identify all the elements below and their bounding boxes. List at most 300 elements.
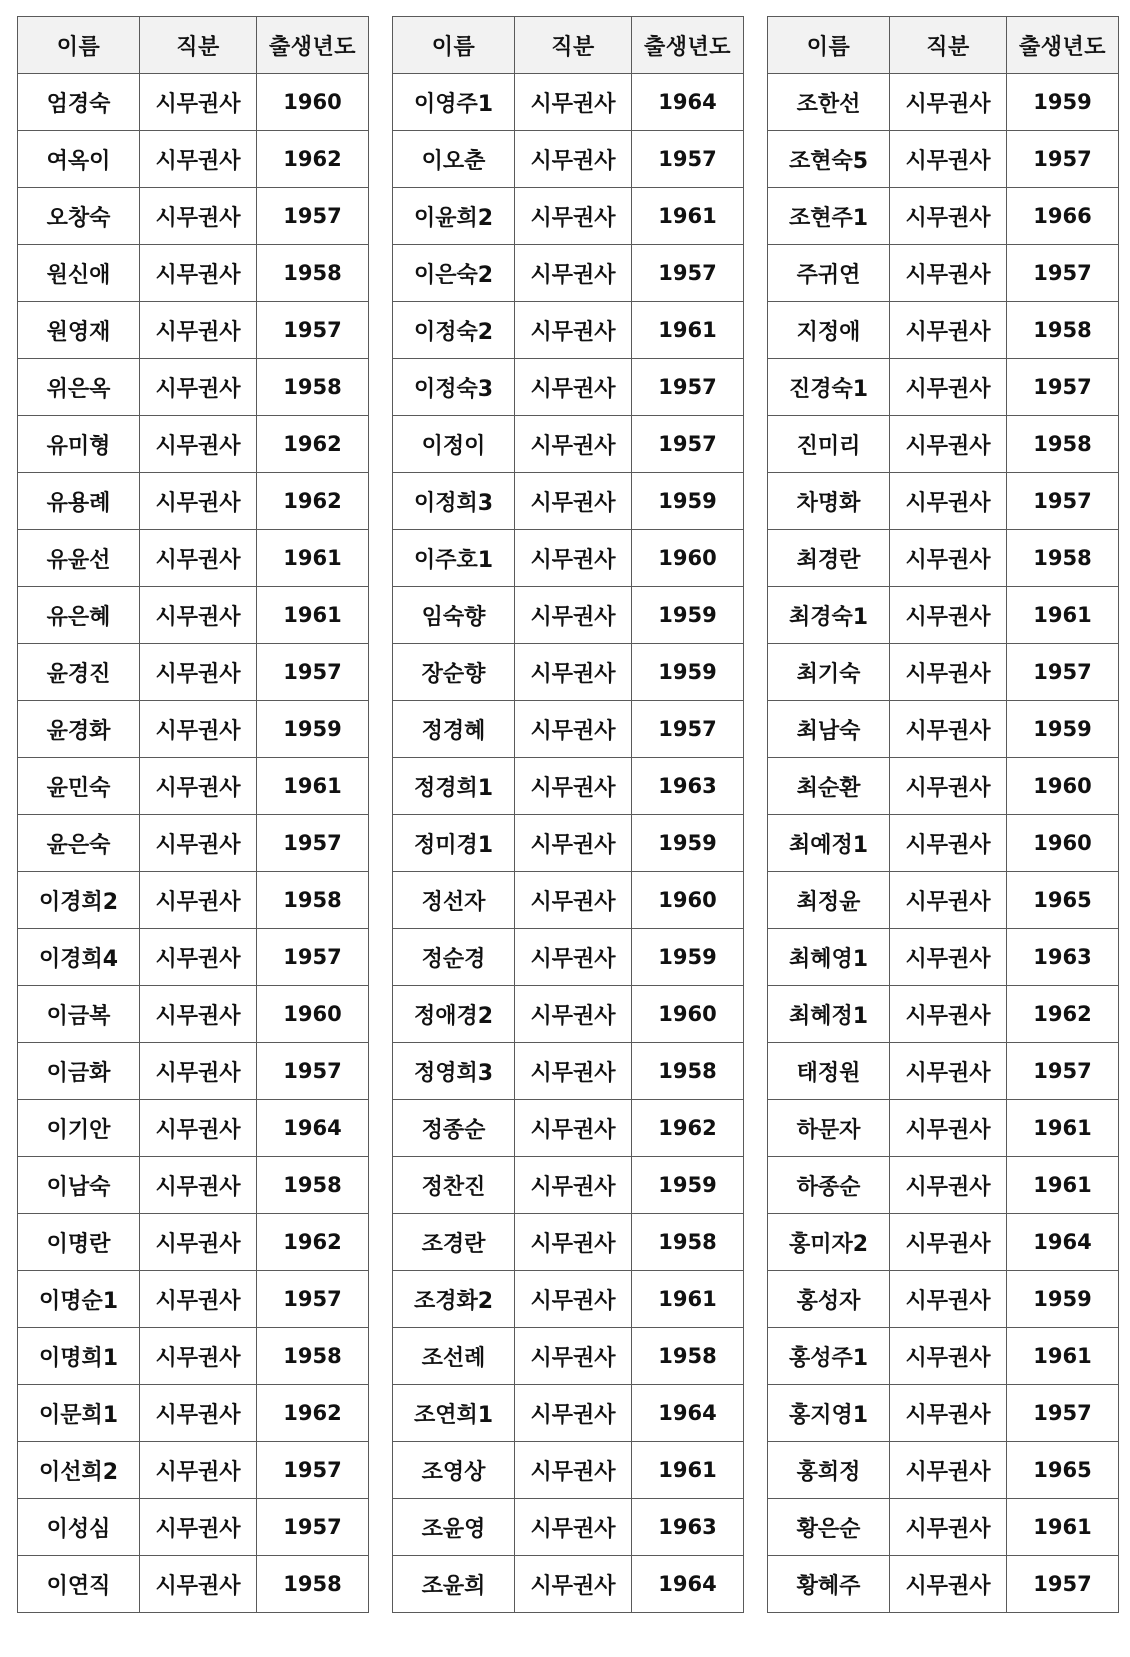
cell-birth-year: 1957 bbox=[257, 815, 369, 872]
cell-position: 시무권사 bbox=[515, 1556, 632, 1613]
cell-name: 여옥이 bbox=[18, 131, 140, 188]
cell-birth-year: 1961 bbox=[632, 1271, 744, 1328]
cell-birth-year: 1957 bbox=[257, 188, 369, 245]
cell-position: 시무권사 bbox=[515, 1157, 632, 1214]
cell-name: 윤은숙 bbox=[18, 815, 140, 872]
cell-position: 시무권사 bbox=[140, 758, 257, 815]
cell-position: 시무권사 bbox=[515, 1271, 632, 1328]
cell-position: 시무권사 bbox=[890, 1385, 1007, 1442]
header-name: 이름 bbox=[393, 17, 515, 74]
table-row bbox=[18, 1442, 369, 1499]
table-row bbox=[18, 131, 369, 188]
cell-name: 정영희3 bbox=[393, 1043, 515, 1100]
roster-body bbox=[768, 74, 1119, 1613]
cell-birth-year: 1958 bbox=[632, 1043, 744, 1100]
cell-birth-year: 1966 bbox=[1007, 188, 1119, 245]
cell-birth-year: 1959 bbox=[1007, 701, 1119, 758]
cell-birth-year: 1964 bbox=[632, 1385, 744, 1442]
cell-birth-year: 1959 bbox=[632, 1157, 744, 1214]
cell-birth-year: 1961 bbox=[1007, 1100, 1119, 1157]
cell-birth-year: 1957 bbox=[1007, 473, 1119, 530]
cell-birth-year: 1958 bbox=[257, 245, 369, 302]
cell-position: 시무권사 bbox=[140, 1556, 257, 1613]
table-row bbox=[18, 245, 369, 302]
cell-position: 시무권사 bbox=[515, 1499, 632, 1556]
cell-name: 진경숙1 bbox=[768, 359, 890, 416]
table-row bbox=[393, 359, 744, 416]
header-position: 직분 bbox=[890, 17, 1007, 74]
cell-birth-year: 1958 bbox=[257, 872, 369, 929]
cell-name: 황은순 bbox=[768, 1499, 890, 1556]
cell-name: 조영상 bbox=[393, 1442, 515, 1499]
cell-name: 유용례 bbox=[18, 473, 140, 530]
cell-birth-year: 1957 bbox=[1007, 359, 1119, 416]
cell-position: 시무권사 bbox=[890, 188, 1007, 245]
cell-birth-year: 1957 bbox=[257, 1499, 369, 1556]
cell-name: 이문희1 bbox=[18, 1385, 140, 1442]
cell-birth-year: 1965 bbox=[1007, 872, 1119, 929]
cell-birth-year: 1959 bbox=[1007, 1271, 1119, 1328]
cell-name: 조경란 bbox=[393, 1214, 515, 1271]
table-row bbox=[393, 473, 744, 530]
cell-position: 시무권사 bbox=[140, 1271, 257, 1328]
cell-name: 조연희1 bbox=[393, 1385, 515, 1442]
cell-position: 시무권사 bbox=[140, 929, 257, 986]
cell-position: 시무권사 bbox=[890, 245, 1007, 302]
cell-position: 시무권사 bbox=[140, 587, 257, 644]
cell-position: 시무권사 bbox=[140, 1385, 257, 1442]
table-row bbox=[18, 1100, 369, 1157]
table-row bbox=[393, 1385, 744, 1442]
cell-position: 시무권사 bbox=[140, 1214, 257, 1271]
roster-table-3 bbox=[767, 16, 1119, 1613]
cell-position: 시무권사 bbox=[515, 1214, 632, 1271]
cell-position: 시무권사 bbox=[890, 815, 1007, 872]
roster-table-2 bbox=[392, 16, 744, 1613]
table-row bbox=[393, 815, 744, 872]
header-position: 직분 bbox=[140, 17, 257, 74]
cell-position: 시무권사 bbox=[890, 1043, 1007, 1100]
cell-name: 이오춘 bbox=[393, 131, 515, 188]
cell-birth-year: 1961 bbox=[257, 587, 369, 644]
cell-birth-year: 1958 bbox=[257, 1157, 369, 1214]
cell-name: 이명란 bbox=[18, 1214, 140, 1271]
cell-birth-year: 1961 bbox=[257, 758, 369, 815]
cell-name: 최경숙1 bbox=[768, 587, 890, 644]
cell-birth-year: 1961 bbox=[632, 188, 744, 245]
table-row bbox=[768, 1100, 1119, 1157]
cell-birth-year: 1957 bbox=[257, 929, 369, 986]
cell-name: 정종순 bbox=[393, 1100, 515, 1157]
cell-birth-year: 1958 bbox=[257, 1556, 369, 1613]
cell-position: 시무권사 bbox=[140, 416, 257, 473]
table-row bbox=[18, 1328, 369, 1385]
cell-position: 시무권사 bbox=[515, 1100, 632, 1157]
cell-position: 시무권사 bbox=[515, 359, 632, 416]
cell-name: 이정숙2 bbox=[393, 302, 515, 359]
cell-birth-year: 1957 bbox=[1007, 1043, 1119, 1100]
cell-birth-year: 1961 bbox=[632, 1442, 744, 1499]
cell-birth-year: 1961 bbox=[1007, 1157, 1119, 1214]
cell-name: 이정이 bbox=[393, 416, 515, 473]
cell-name: 조윤영 bbox=[393, 1499, 515, 1556]
table-row bbox=[393, 530, 744, 587]
cell-name: 이경희2 bbox=[18, 872, 140, 929]
cell-name: 최경란 bbox=[768, 530, 890, 587]
table-row bbox=[768, 872, 1119, 929]
cell-name: 태정원 bbox=[768, 1043, 890, 1100]
cell-name: 이정숙3 bbox=[393, 359, 515, 416]
table-row bbox=[768, 815, 1119, 872]
cell-name: 지정애 bbox=[768, 302, 890, 359]
table-row bbox=[393, 872, 744, 929]
cell-birth-year: 1960 bbox=[1007, 815, 1119, 872]
cell-name: 유윤선 bbox=[18, 530, 140, 587]
cell-position: 시무권사 bbox=[890, 416, 1007, 473]
header-name: 이름 bbox=[18, 17, 140, 74]
cell-birth-year: 1957 bbox=[257, 302, 369, 359]
cell-position: 시무권사 bbox=[890, 1328, 1007, 1385]
cell-name: 정미경1 bbox=[393, 815, 515, 872]
cell-name: 최남숙 bbox=[768, 701, 890, 758]
cell-position: 시무권사 bbox=[515, 929, 632, 986]
cell-name: 최기숙 bbox=[768, 644, 890, 701]
cell-position: 시무권사 bbox=[890, 530, 1007, 587]
header-row bbox=[393, 17, 744, 74]
table-row bbox=[768, 1328, 1119, 1385]
cell-name: 하종순 bbox=[768, 1157, 890, 1214]
cell-position: 시무권사 bbox=[515, 473, 632, 530]
cell-birth-year: 1959 bbox=[632, 644, 744, 701]
table-row bbox=[768, 1385, 1119, 1442]
cell-birth-year: 1957 bbox=[1007, 1556, 1119, 1613]
cell-name: 차명화 bbox=[768, 473, 890, 530]
cell-name: 진미리 bbox=[768, 416, 890, 473]
cell-name: 이명순1 bbox=[18, 1271, 140, 1328]
cell-name: 원영재 bbox=[18, 302, 140, 359]
cell-birth-year: 1958 bbox=[1007, 530, 1119, 587]
table-row bbox=[18, 1499, 369, 1556]
cell-name: 이은숙2 bbox=[393, 245, 515, 302]
cell-position: 시무권사 bbox=[890, 929, 1007, 986]
cell-position: 시무권사 bbox=[890, 131, 1007, 188]
cell-name: 위은옥 bbox=[18, 359, 140, 416]
cell-position: 시무권사 bbox=[890, 758, 1007, 815]
cell-position: 시무권사 bbox=[140, 1442, 257, 1499]
cell-birth-year: 1957 bbox=[257, 1043, 369, 1100]
table-row bbox=[768, 188, 1119, 245]
cell-birth-year: 1957 bbox=[1007, 131, 1119, 188]
roster-body bbox=[393, 74, 744, 1613]
cell-position: 시무권사 bbox=[890, 1556, 1007, 1613]
cell-position: 시무권사 bbox=[515, 872, 632, 929]
table-row bbox=[393, 701, 744, 758]
cell-name: 최순환 bbox=[768, 758, 890, 815]
cell-birth-year: 1961 bbox=[1007, 1328, 1119, 1385]
cell-position: 시무권사 bbox=[890, 473, 1007, 530]
cell-name: 정애경2 bbox=[393, 986, 515, 1043]
cell-name: 오창숙 bbox=[18, 188, 140, 245]
table-row bbox=[18, 986, 369, 1043]
cell-name: 최혜정1 bbox=[768, 986, 890, 1043]
cell-position: 시무권사 bbox=[890, 1100, 1007, 1157]
cell-name: 원신애 bbox=[18, 245, 140, 302]
cell-position: 시무권사 bbox=[140, 1499, 257, 1556]
cell-birth-year: 1963 bbox=[632, 758, 744, 815]
table-row bbox=[768, 929, 1119, 986]
cell-birth-year: 1960 bbox=[632, 530, 744, 587]
cell-birth-year: 1958 bbox=[632, 1214, 744, 1271]
cell-name: 홍희정 bbox=[768, 1442, 890, 1499]
table-row bbox=[393, 1100, 744, 1157]
table-row bbox=[393, 758, 744, 815]
cell-position: 시무권사 bbox=[890, 359, 1007, 416]
table-row bbox=[393, 587, 744, 644]
cell-name: 정경혜 bbox=[393, 701, 515, 758]
table-row bbox=[18, 302, 369, 359]
cell-birth-year: 1957 bbox=[632, 131, 744, 188]
cell-birth-year: 1957 bbox=[632, 359, 744, 416]
header-row bbox=[768, 17, 1119, 74]
cell-position: 시무권사 bbox=[890, 644, 1007, 701]
cell-name: 홍성주1 bbox=[768, 1328, 890, 1385]
table-row bbox=[768, 1499, 1119, 1556]
table-row bbox=[768, 1157, 1119, 1214]
cell-birth-year: 1962 bbox=[257, 1385, 369, 1442]
cell-name: 조경화2 bbox=[393, 1271, 515, 1328]
cell-position: 시무권사 bbox=[890, 1157, 1007, 1214]
table-row bbox=[18, 530, 369, 587]
cell-name: 조윤희 bbox=[393, 1556, 515, 1613]
table-row bbox=[393, 1328, 744, 1385]
cell-position: 시무권사 bbox=[515, 74, 632, 131]
cell-birth-year: 1960 bbox=[632, 986, 744, 1043]
table-row bbox=[768, 1556, 1119, 1613]
cell-name: 황혜주 bbox=[768, 1556, 890, 1613]
cell-birth-year: 1960 bbox=[632, 872, 744, 929]
cell-birth-year: 1961 bbox=[632, 302, 744, 359]
cell-position: 시무권사 bbox=[890, 701, 1007, 758]
table-row bbox=[18, 872, 369, 929]
cell-position: 시무권사 bbox=[140, 1043, 257, 1100]
cell-position: 시무권사 bbox=[140, 245, 257, 302]
table-row bbox=[768, 530, 1119, 587]
cell-name: 홍지영1 bbox=[768, 1385, 890, 1442]
table-row bbox=[393, 986, 744, 1043]
cell-birth-year: 1962 bbox=[257, 131, 369, 188]
table-row bbox=[18, 587, 369, 644]
table-row bbox=[393, 1157, 744, 1214]
table-row bbox=[18, 74, 369, 131]
header-name: 이름 bbox=[768, 17, 890, 74]
cell-position: 시무권사 bbox=[515, 1442, 632, 1499]
roster-body bbox=[18, 74, 369, 1613]
cell-position: 시무권사 bbox=[890, 1442, 1007, 1499]
cell-birth-year: 1958 bbox=[1007, 416, 1119, 473]
cell-name: 최예정1 bbox=[768, 815, 890, 872]
table-row bbox=[768, 302, 1119, 359]
cell-name: 이금복 bbox=[18, 986, 140, 1043]
cell-position: 시무권사 bbox=[140, 644, 257, 701]
cell-name: 홍성자 bbox=[768, 1271, 890, 1328]
table-row bbox=[768, 245, 1119, 302]
table-row bbox=[393, 1214, 744, 1271]
cell-name: 이명희1 bbox=[18, 1328, 140, 1385]
cell-name: 윤민숙 bbox=[18, 758, 140, 815]
cell-name: 이주호1 bbox=[393, 530, 515, 587]
table-row bbox=[768, 758, 1119, 815]
cell-name: 정순경 bbox=[393, 929, 515, 986]
cell-position: 시무권사 bbox=[140, 1328, 257, 1385]
cell-name: 이남숙 bbox=[18, 1157, 140, 1214]
cell-position: 시무권사 bbox=[515, 1043, 632, 1100]
cell-birth-year: 1960 bbox=[257, 986, 369, 1043]
cell-name: 장순향 bbox=[393, 644, 515, 701]
table-row bbox=[768, 74, 1119, 131]
cell-name: 이기안 bbox=[18, 1100, 140, 1157]
table-row bbox=[18, 359, 369, 416]
cell-name: 조선례 bbox=[393, 1328, 515, 1385]
table-row bbox=[768, 644, 1119, 701]
cell-birth-year: 1962 bbox=[257, 416, 369, 473]
table-row bbox=[768, 986, 1119, 1043]
cell-position: 시무권사 bbox=[890, 986, 1007, 1043]
table-row bbox=[768, 1442, 1119, 1499]
table-row bbox=[18, 416, 369, 473]
cell-name: 이선희2 bbox=[18, 1442, 140, 1499]
cell-position: 시무권사 bbox=[515, 245, 632, 302]
cell-position: 시무권사 bbox=[890, 1214, 1007, 1271]
table-row bbox=[18, 1157, 369, 1214]
cell-position: 시무권사 bbox=[890, 587, 1007, 644]
cell-birth-year: 1960 bbox=[257, 74, 369, 131]
cell-birth-year: 1959 bbox=[632, 929, 744, 986]
cell-name: 이성심 bbox=[18, 1499, 140, 1556]
cell-position: 시무권사 bbox=[515, 530, 632, 587]
table-row bbox=[768, 701, 1119, 758]
table-row bbox=[18, 1043, 369, 1100]
cell-birth-year: 1957 bbox=[1007, 1385, 1119, 1442]
table-row bbox=[393, 1271, 744, 1328]
cell-position: 시무권사 bbox=[140, 302, 257, 359]
header-birth-year: 출생년도 bbox=[632, 17, 744, 74]
table-row bbox=[393, 302, 744, 359]
cell-birth-year: 1959 bbox=[257, 701, 369, 758]
table-row bbox=[18, 815, 369, 872]
cell-birth-year: 1962 bbox=[257, 1214, 369, 1271]
cell-birth-year: 1963 bbox=[632, 1499, 744, 1556]
cell-position: 시무권사 bbox=[515, 131, 632, 188]
cell-birth-year: 1960 bbox=[1007, 758, 1119, 815]
cell-birth-year: 1957 bbox=[257, 1271, 369, 1328]
cell-position: 시무권사 bbox=[515, 815, 632, 872]
table-row bbox=[393, 74, 744, 131]
table-row bbox=[768, 473, 1119, 530]
cell-birth-year: 1958 bbox=[257, 1328, 369, 1385]
cell-position: 시무권사 bbox=[515, 188, 632, 245]
header-birth-year: 출생년도 bbox=[257, 17, 369, 74]
cell-birth-year: 1957 bbox=[257, 1442, 369, 1499]
table-row bbox=[18, 1271, 369, 1328]
cell-position: 시무권사 bbox=[140, 1100, 257, 1157]
cell-name: 하문자 bbox=[768, 1100, 890, 1157]
cell-name: 정경희1 bbox=[393, 758, 515, 815]
header-position: 직분 bbox=[515, 17, 632, 74]
cell-position: 시무권사 bbox=[140, 530, 257, 587]
table-row bbox=[18, 929, 369, 986]
cell-position: 시무권사 bbox=[140, 701, 257, 758]
cell-name: 정선자 bbox=[393, 872, 515, 929]
cell-birth-year: 1962 bbox=[257, 473, 369, 530]
cell-name: 엄경숙 bbox=[18, 74, 140, 131]
cell-birth-year: 1962 bbox=[632, 1100, 744, 1157]
cell-position: 시무권사 bbox=[515, 416, 632, 473]
table-row bbox=[18, 1214, 369, 1271]
cell-name: 최정윤 bbox=[768, 872, 890, 929]
roster-table-1 bbox=[17, 16, 369, 1613]
table-row bbox=[768, 1214, 1119, 1271]
table-row bbox=[393, 644, 744, 701]
cell-name: 조한선 bbox=[768, 74, 890, 131]
table-row bbox=[18, 473, 369, 530]
cell-position: 시무권사 bbox=[140, 359, 257, 416]
cell-name: 유미형 bbox=[18, 416, 140, 473]
cell-name: 유은혜 bbox=[18, 587, 140, 644]
cell-position: 시무권사 bbox=[140, 74, 257, 131]
cell-name: 주귀연 bbox=[768, 245, 890, 302]
cell-position: 시무권사 bbox=[515, 302, 632, 359]
table-row bbox=[768, 131, 1119, 188]
table-row bbox=[18, 188, 369, 245]
table-row bbox=[768, 359, 1119, 416]
cell-position: 시무권사 bbox=[140, 188, 257, 245]
cell-position: 시무권사 bbox=[515, 587, 632, 644]
table-row bbox=[393, 416, 744, 473]
cell-birth-year: 1961 bbox=[1007, 1499, 1119, 1556]
table-row bbox=[393, 245, 744, 302]
cell-birth-year: 1958 bbox=[257, 359, 369, 416]
cell-name: 이연직 bbox=[18, 1556, 140, 1613]
cell-birth-year: 1959 bbox=[632, 473, 744, 530]
cell-name: 이경희4 bbox=[18, 929, 140, 986]
cell-name: 최혜영1 bbox=[768, 929, 890, 986]
table-row bbox=[768, 587, 1119, 644]
cell-birth-year: 1962 bbox=[1007, 986, 1119, 1043]
table-row bbox=[768, 416, 1119, 473]
table-row bbox=[393, 188, 744, 245]
cell-birth-year: 1957 bbox=[257, 644, 369, 701]
cell-birth-year: 1964 bbox=[257, 1100, 369, 1157]
cell-name: 정찬진 bbox=[393, 1157, 515, 1214]
table-row bbox=[393, 929, 744, 986]
cell-position: 시무권사 bbox=[890, 302, 1007, 359]
cell-position: 시무권사 bbox=[890, 1499, 1007, 1556]
table-row bbox=[393, 131, 744, 188]
table-row bbox=[18, 644, 369, 701]
cell-birth-year: 1957 bbox=[632, 416, 744, 473]
cell-name: 이윤희2 bbox=[393, 188, 515, 245]
cell-birth-year: 1957 bbox=[1007, 644, 1119, 701]
cell-name: 윤경진 bbox=[18, 644, 140, 701]
table-row bbox=[768, 1043, 1119, 1100]
cell-birth-year: 1964 bbox=[632, 74, 744, 131]
cell-birth-year: 1959 bbox=[632, 815, 744, 872]
cell-position: 시무권사 bbox=[515, 701, 632, 758]
cell-position: 시무권사 bbox=[140, 131, 257, 188]
cell-birth-year: 1958 bbox=[1007, 302, 1119, 359]
cell-position: 시무권사 bbox=[515, 644, 632, 701]
cell-name: 조현숙5 bbox=[768, 131, 890, 188]
